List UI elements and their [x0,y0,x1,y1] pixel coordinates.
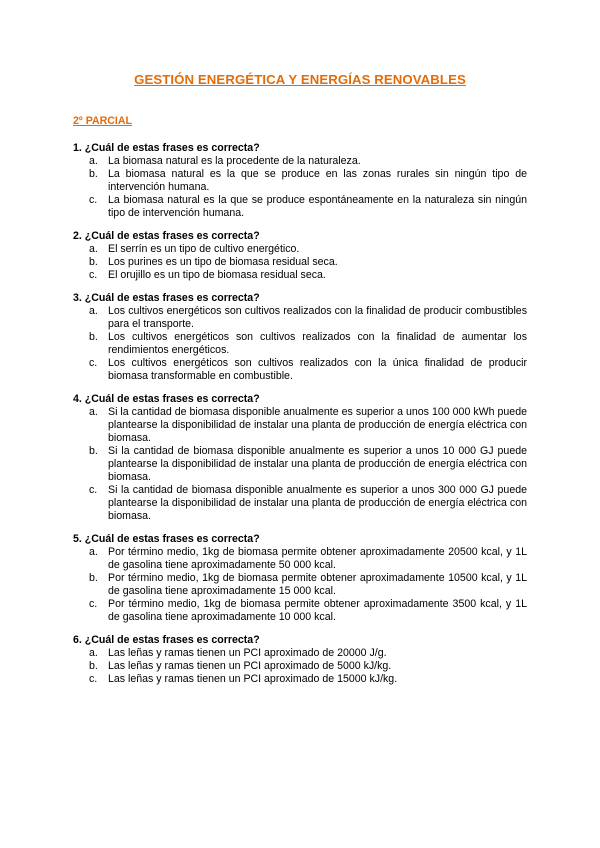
option-text: Por término medio, 1kg de biomasa permite obtener aproximadamente 20500 kcal, y 1L de gasolina tiene aproximadamente 50 000 kcal. [108,546,527,571]
question-title: 5. ¿Cuál de estas frases es correcta? [73,533,260,545]
answer-option [73,331,527,357]
option-text: La biomasa natural es la que se produce espontáneamente en la naturaleza sin ningún tipo de intervención humana. [108,194,527,219]
option-letter: c. [89,484,98,496]
question-block [73,634,527,686]
option-letter: b. [89,445,98,457]
option-letter: a. [89,155,98,167]
question-title: 1. ¿Cuál de estas frases es correcta? [73,142,260,154]
option-letter: b. [89,331,98,343]
answer-option [73,155,527,168]
answer-option [73,572,527,598]
option-text: Los purines es un tipo de biomasa residual seca. [108,256,338,268]
answer-option [73,256,527,269]
answer-option [73,243,527,256]
option-text: La biomasa natural es la que se produce en las zonas rurales sin ningún tipo de intervención humana. [108,168,527,193]
option-text: Las leñas y ramas tienen un PCI aproximado de 20000 J/g. [108,647,387,659]
question-block [73,393,527,523]
option-text: Por término medio, 1kg de biomasa permite obtener aproximadamente 3500 kcal, y 1L de gasolina tiene aproximadamente 10 000 kcal. [108,598,527,623]
option-letter: b. [89,660,98,672]
option-letter: b. [89,256,98,268]
question-title: 2. ¿Cuál de estas frases es correcta? [73,230,260,242]
answer-option [73,445,527,484]
answer-option [73,194,527,220]
option-text: Si la cantidad de biomasa disponible anualmente es superior a unos 10 000 GJ puede plantearse la disponibilidad de instalar una planta de producción de energía eléctrica con biomasa. [108,445,527,483]
option-letter: c. [89,673,98,685]
answer-option [73,406,527,445]
answer-option [73,673,527,686]
answer-option [73,598,527,624]
question-block [73,292,527,383]
answer-option [73,168,527,194]
option-letter: a. [89,243,98,255]
option-text: Las leñas y ramas tienen un PCI aproximado de 5000 kJ/kg. [108,660,392,672]
option-letter: a. [89,406,98,418]
answer-option [73,305,527,331]
option-letter: c. [89,194,98,206]
question-list [73,142,527,696]
option-letter: b. [89,168,98,180]
question-title: 4. ¿Cuál de estas frases es correcta? [73,393,260,405]
question-block [73,533,527,624]
option-letter: a. [89,546,98,558]
option-text: Si la cantidad de biomasa disponible anualmente es superior a unos 300 000 GJ puede plantearse la disponibilidad de instalar una planta de producción de energía eléctrica con biomasa. [108,484,527,522]
option-text: Los cultivos energéticos son cultivos realizados con la única finalidad de producir biomasa transformable en combustible. [108,357,527,382]
document-title: GESTIÓN ENERGÉTICA Y ENERGÍAS RENOVABLES [134,72,466,87]
question-title: 6. ¿Cuál de estas frases es correcta? [73,634,260,646]
option-letter: c. [89,598,98,610]
question-block [73,142,527,220]
option-text: Los cultivos energéticos son cultivos realizados con la finalidad de producir combustibles para el transporte. [108,305,527,330]
question-block [73,230,527,282]
option-text: El serrín es un tipo de cultivo energético. [108,243,300,255]
answer-option [73,660,527,673]
option-letter: a. [89,305,98,317]
option-text: Las leñas y ramas tienen un PCI aproximado de 15000 kJ/kg. [108,673,398,685]
option-letter: a. [89,647,98,659]
answer-option [73,357,527,383]
answer-option [73,484,527,523]
answer-option [73,269,527,282]
option-text: La biomasa natural es la procedente de la naturaleza. [108,155,361,167]
option-text: Por término medio, 1kg de biomasa permite obtener aproximadamente 10500 kcal, y 1L de gasolina tiene aproximadamente 15 000 kcal. [108,572,527,597]
option-text: El orujillo es un tipo de biomasa residual seca. [108,269,326,281]
option-text: Los cultivos energéticos son cultivos realizados con la finalidad de aumentar los rendimientos energéticos. [108,331,527,356]
option-letter: b. [89,572,98,584]
option-text: Si la cantidad de biomasa disponible anualmente es superior a unos 100 000 kWh puede plantearse la disponibilidad de instalar una planta de producción de energía eléctrica con biomasa. [108,406,527,444]
option-letter: c. [89,357,98,369]
answer-option [73,546,527,572]
question-title: 3. ¿Cuál de estas frases es correcta? [73,292,260,304]
option-letter: c. [89,269,98,281]
section-label: 2º PARCIAL [73,115,132,127]
answer-option [73,647,527,660]
